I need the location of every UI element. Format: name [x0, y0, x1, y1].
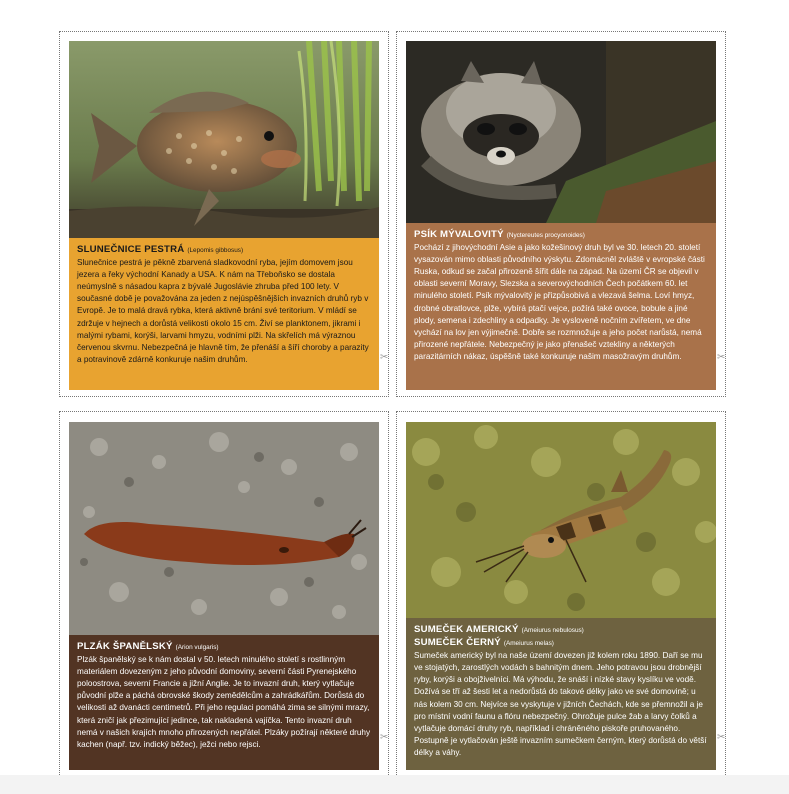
sunfish-latin-name: (Lepomis gibbosus)	[187, 247, 244, 254]
raccoon-dog-latin-name: (Nyctereutes procyonoides)	[506, 232, 585, 239]
page-bottom-bar	[0, 775, 789, 794]
slug-description-box	[69, 635, 379, 770]
card-raccoon-dog	[396, 31, 726, 397]
sunfish-description-box	[69, 238, 379, 390]
raccoon-dog-text: Pochází z jihovýchodní Asie a jako kožešinový druh byl ve 30. letech 20. století vysazován mimo oblasti původního výskytu. Zdomácněl zvláště v evropské části Ruska, odkud se začal přirozeně šířit dále na západ. Na území ČR se objevil v oblasti severní Moravy, Slezska a severovýchodních Čech počátkem 60. let minulého století. Psík mývalovitý je přizpůsobivá a vlezavá šelma. Loví hmyz, drobné obratlovce, plže, vybírá ptačí vejce, požírá také ovoce, bobule a jiné plody, semena i zdechliny a odpadky. Je vysloveně nočním zvířetem, ve dne vychází na lov jen výjimečně. Dobře se rozmnožuje a jeho počet narůstá, nemá přirozené nepřátele. Nebezpečný je jako přenašeč vztekliny a některých parazitárních nákaz, úspěšně také konkuruje našim masožravým druhům.	[414, 243, 705, 361]
black-bullhead-latin-name: (Ameiurus melas)	[503, 640, 554, 648]
scissors-icon: ✂	[717, 352, 726, 363]
slug-latin-name: (Arion vulgaris)	[175, 644, 219, 651]
sunfish-text: Slunečnice pestrá je pěkně zbarvená sladkovodní ryba, jejím domovem jsou jezera a řeky východní Kanady a USA. K nám na Třeboňsko se dostala neúmyslně s násadou kapra z bývalé Jugoslávie zhruba před 100 lety. V současné době je považována za jeden z nejúspěšnějších invazních druhů ryb v Evropě. Je to malá dravá rybka, která aktivně brání své teritorium. V mládí se zdržuje v hejnech a dorůstá velikosti okolo 15 cm. Živí se planktonem, jikrami i malými rybami, korýši, larvami hmyzu, vodními plži. Na skřelích má výraznou červenou skvrnu. Nebezpečná je hlavně tím, že přenáší a šíří choroby a parazity a potravinově zdárně konkuruje našim druhům.	[77, 258, 369, 364]
card-sunfish	[59, 31, 389, 397]
catfish-latin-name: (Ameiurus nebulosus)	[521, 627, 584, 634]
black-bullhead-title: SUMEČEK ČERNÝ	[414, 637, 501, 649]
catfish-title: SUMEČEK AMERICKÝ	[414, 624, 519, 635]
sunfish-photo	[69, 41, 379, 238]
catfish-text: Sumeček americký byl na naše území dovezen již kolem roku 1890. Daří se mu ve stojatých, zarostlých vodách s bahnitým dnem. Jeho potravou jsou drobnější ryby, korýši a obojživelníci. Má výhodu, že snáší i nízké stavy kyslíku ve vodě. Dožívá se tří až šesti let a nedorůstá do takové délky jako ve své domovině; u nás kolem 30 cm. Nejvíce se vyskytuje v jižních Čechách, kde se přemnožil a je pro místní vodní faunu a flóru nebezpečný. Ohrožuje pulce žab a larvy čolků a vytlačuje domácí druhy ryb, například i chráněného piskoře pruhovaného. Postupně je vytlačován ještě invazním sumečkem černým, který dorůstá do větší délky a váhy.	[414, 651, 707, 757]
scissors-icon: ✂	[380, 352, 389, 363]
slug-photo	[69, 422, 379, 635]
slug-title: PLZÁK ŠPANĚLSKÝ	[77, 641, 173, 652]
card-catfish	[396, 411, 726, 777]
slug-text: Plzák španělský se k nám dostal v 50. letech minulého století s rostlinným materiálem dovezeným z jeho původní domoviny, severní části Pyrenejského poloostrova, severní Francie a jižní Anglie. Je to invazní druh, který vytlačuje původní plže a páchá obrovské škody zemědělcům a zahrádkářům. Dorůstá do velikosti až dvanácti centimetrů. Při jeho regulaci pomáhá zima se silnými mrazy, která zničí jak přezimující jedince, tak nakladená vajíčka. Tento invazní druh nemá v našich krajích mnoho přirozených nepřátel. Plzáky požírají některé druhy kachen (např. tzv. indický běžec), ježci nebo rejsci.	[77, 655, 371, 749]
raccoon-dog-title: PSÍK MÝVALOVITÝ	[414, 229, 504, 240]
catfish-photo	[406, 422, 716, 618]
scissors-icon: ✂	[717, 732, 726, 743]
raccoon-dog-photo	[406, 41, 716, 223]
sunfish-title: SLUNEČNICE PESTRÁ	[77, 244, 185, 255]
raccoon-dog-description-box	[406, 223, 716, 390]
scissors-icon: ✂	[380, 732, 389, 743]
catfish-description-box	[406, 618, 716, 770]
card-spanish-slug	[59, 411, 389, 777]
